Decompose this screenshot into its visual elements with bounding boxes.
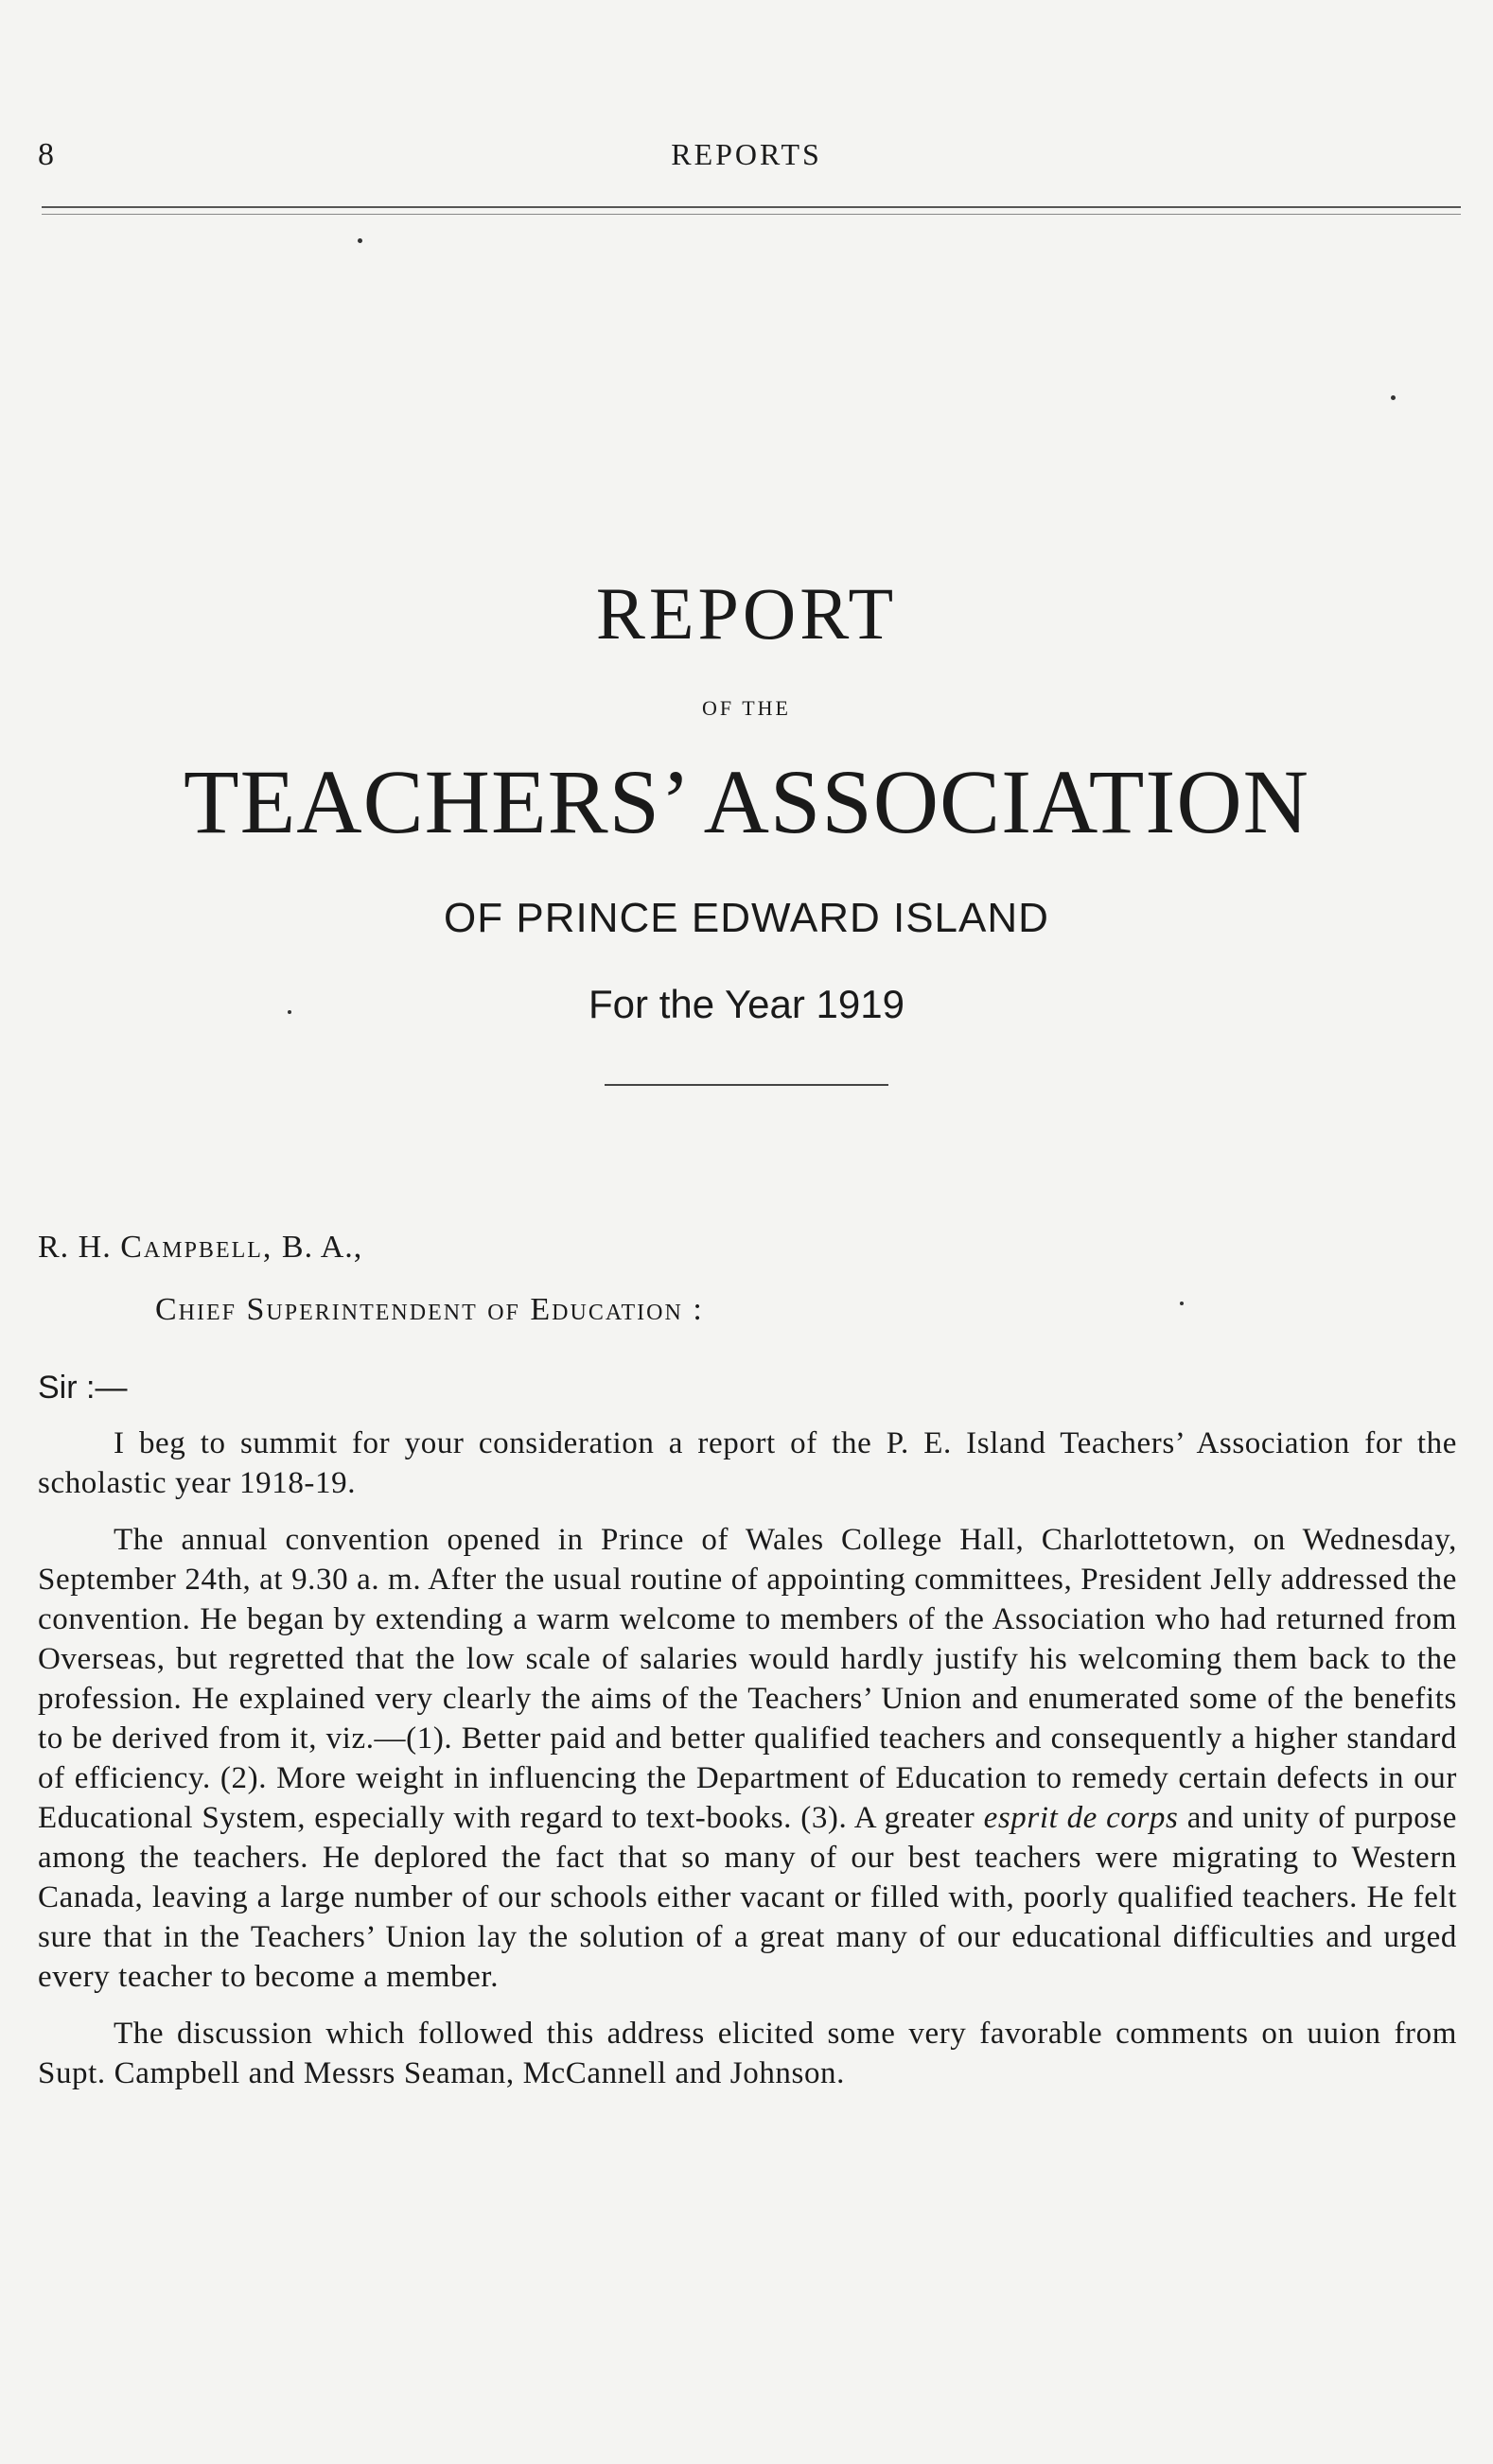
running-head	[0, 137, 1493, 184]
paragraph-3: The discussion which followed this address elicited some very favorable comments on uuion from Supt. Campbell and Messrs Seaman, McCannell and Johnson.	[38, 2017, 1457, 2090]
title-report: REPORT	[595, 572, 898, 655]
paragraph-2	[38, 1520, 1457, 1997]
addressee-surname: Campbell,	[120, 1230, 273, 1265]
title-region: OF PRINCE EDWARD ISLAND	[444, 895, 1049, 941]
paragraph-2-text-b: and unity of purpose among the teachers. He deplored the fact that so many of our best teachers were migrating to Western Canada, leaving a large number of our schools either vacant or filled with, poorly qualified teachers. He felt sure that in the Teachers’ Union lay the solution of a great many of our educational difficulties and urged every teacher to become a member.	[38, 1801, 1457, 1994]
title-association: TEACHERS’ ASSOCIATION	[184, 751, 1309, 852]
addressee-initials: R. H.	[38, 1230, 112, 1265]
header-rule-bottom	[42, 214, 1461, 215]
title-of-the: OF THE	[702, 696, 791, 720]
page-number: 8	[38, 137, 55, 172]
salutation: Sir :—	[38, 1370, 128, 1406]
print-speck	[1391, 395, 1396, 400]
title-block	[0, 572, 1493, 1086]
paragraph-1: I beg to summit for your consideration a report of the P. E. Island Teachers’ Association for the scholastic year 1918-19.	[38, 1426, 1457, 1500]
addressee-office: Chief Superintendent of Education :	[155, 1292, 704, 1327]
paragraph-2-text-a: The annual convention opened in Prince of Wales College Hall, Charlottetown, on Wednesday, September 24th, at 9.30 a. m. After the usual routine of appointing committees, President Jelly addressed the convention. He began by extending a warm welcome to members of the Association who had returned from Overseas, but regretted that the low scale of salaries would hardly justify his welcoming them back to the profession. He explained very clearly the aims of the Teachers’ Union and enumerated some of the benefits to be derived from it, viz.—(1). Better paid and better qualified teachers and consequently a higher standard of efficiency. (2). More weight in influencing the Department of Education to remedy certain defects in our Educational System, especially with regard to text-books. (3). A greater	[38, 1523, 1457, 1835]
addressee-name-line	[38, 1230, 704, 1266]
print-speck	[1180, 1302, 1184, 1305]
addressee-degree: B. A.,	[281, 1230, 363, 1265]
paragraph-2-italic-phrase: esprit de corps	[983, 1801, 1179, 1835]
print-speck	[358, 238, 362, 243]
report-body	[38, 1424, 1457, 2110]
title-year: For the Year 1919	[588, 982, 905, 1026]
addressee	[38, 1230, 704, 1328]
header-rule-top	[42, 206, 1461, 208]
title-divider	[605, 1084, 888, 1086]
print-speck	[288, 1010, 291, 1014]
running-title: REPORTS	[671, 137, 822, 171]
